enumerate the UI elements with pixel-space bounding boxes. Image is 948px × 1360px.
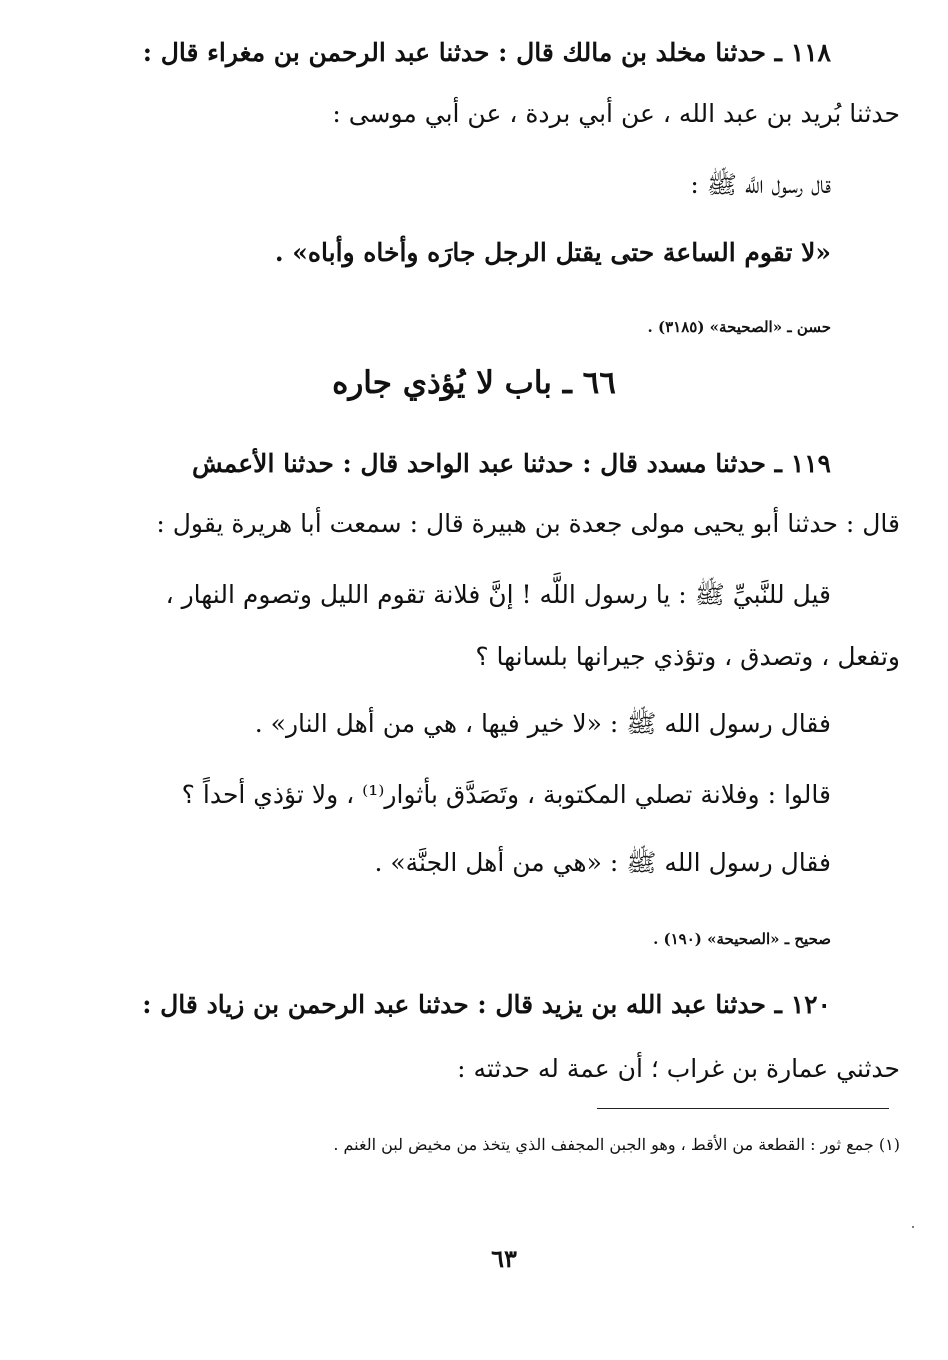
hadith-118-chain-line-2: حدثنا بُريد بن عبد الله ، عن أبي بردة ، عن أبي موسى : <box>332 99 900 128</box>
hadith-118-chain-line-1: ١١٨ ـ حدثنا مخلد بن مالك قال : حدثنا عبد الرحمن بن مغراء قال : <box>142 38 831 67</box>
hadith-119-text-line-4: قالوا : وفلانة تصلي المكتوبة ، وتَصَدَّق بأثوار⁽¹⁾ ، ولا تؤذي أحداً ؟ <box>181 780 831 809</box>
hadith-118-grading: حسن ـ «الصحيحة» (٣١٨٥) . <box>647 318 831 336</box>
hadith-119-chain-line-1: ١١٩ ـ حدثنا مسدد قال : حدثنا عبد الواحد قال : حدثنا الأعمش <box>191 449 831 478</box>
hadith-118-text: «لا تقوم الساعة حتى يقتل الرجل جارَه وأخاه وأباه» . <box>274 238 831 267</box>
hadith-119-grading: صحيح ـ «الصحيحة» (١٩٠) . <box>653 930 831 948</box>
page-number: ٦٣ <box>491 1244 517 1273</box>
hadith-119-text-line-3: فقال رسول الله ﷺ : «لا خير فيها ، هي من أهل النار» . <box>254 709 831 738</box>
hadith-118-speaker-line: قال رسول اللَّه ﷺ : <box>690 170 831 199</box>
hadith-119-text-line-1: قيل للنَّبيِّ ﷺ : يا رسول اللَّه ! إنَّ فلانة تقوم الليل وتصوم النهار ، <box>165 580 831 609</box>
scan-speck <box>912 1226 914 1228</box>
hadith-120-chain-line-2: حدثني عمارة بن غراب ؛ أن عمة له حدثته : <box>457 1054 900 1083</box>
footnote-separator <box>597 1108 889 1109</box>
footnote-1: (١) جمع ثور : القطعة من الأقط ، وهو الجبن المجفف الذي يتخذ من مخيض لبن الغنم . <box>333 1135 900 1154</box>
hadith-119-chain-line-2: قال : حدثنا أبو يحيى مولى جعدة بن هبيرة قال : سمعت أبا هريرة يقول : <box>156 509 900 538</box>
hadith-119-text-line-5: فقال رسول الله ﷺ : «هي من أهل الجنَّة» . <box>374 848 831 877</box>
hadith-120-chain-line-1: ١٢٠ ـ حدثنا عبد الله بن يزيد قال : حدثنا عبد الرحمن بن زياد قال : <box>142 990 831 1019</box>
chapter-heading: ٦٦ ـ باب لا يُؤذي جاره <box>332 365 616 401</box>
hadith-119-text-line-2: وتفعل ، وتصدق ، وتؤذي جيرانها بلسانها ؟ <box>475 642 900 671</box>
